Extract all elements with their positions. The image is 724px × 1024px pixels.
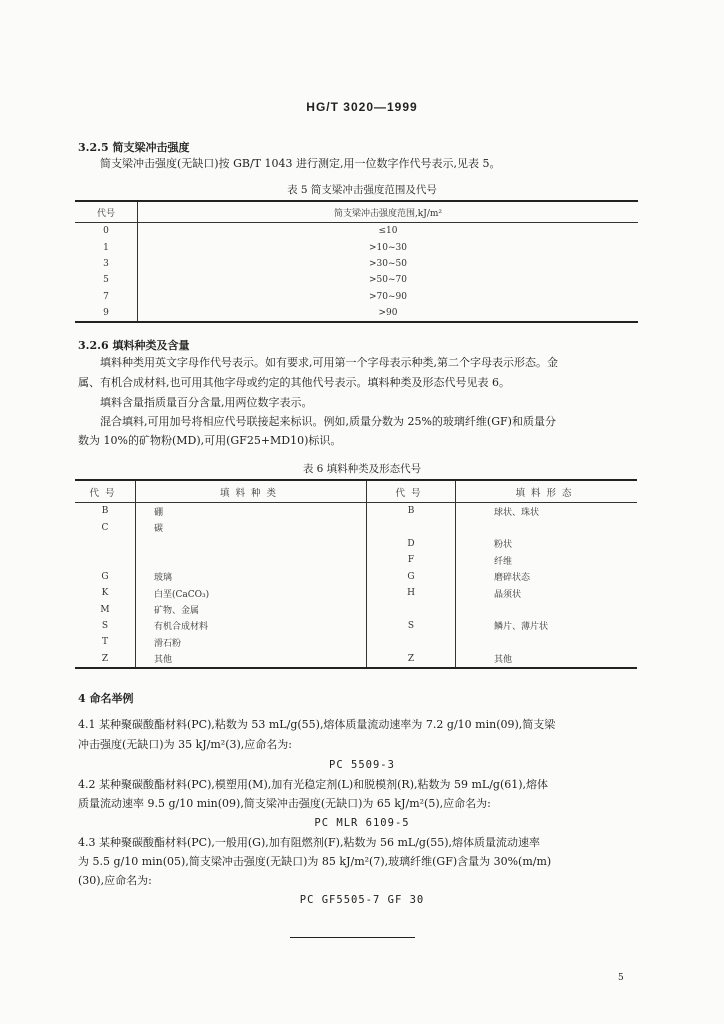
section-heading-4: 4 命名举例 bbox=[78, 692, 134, 705]
table-row bbox=[75, 519, 637, 535]
page-number: 5 bbox=[618, 973, 624, 983]
table5-code: 3 bbox=[75, 256, 138, 272]
table6-header-form: 填料形态 bbox=[456, 480, 638, 503]
table6-cell: 玻璃 bbox=[136, 569, 367, 585]
table6-cell: 其他 bbox=[136, 651, 367, 668]
paragraph-3-2-6-line2: 属、有机合成材料,也可用其他字母或约定的其他代号表示。填料种类及形态代号见表 6。 bbox=[78, 376, 510, 389]
table-row bbox=[75, 305, 638, 322]
example-4-3-line3: (30),应命名为: bbox=[78, 874, 152, 887]
table5-header-range: 简支梁冲击强度范围,kJ/m² bbox=[138, 201, 639, 223]
table6-cell: 碳 bbox=[136, 519, 367, 535]
table-row bbox=[75, 272, 638, 288]
table-row bbox=[75, 552, 637, 568]
table6-cell bbox=[456, 601, 638, 617]
example-4-2-line1: 4.2 某种聚碳酸酯材料(PC),模塑用(M),加有光稳定剂(L)和脱模剂(R),粘数为 59 mL/g(61),熔体 bbox=[78, 778, 549, 791]
table6-cell: H bbox=[367, 585, 456, 601]
table6-cell: 粉状 bbox=[494, 540, 513, 551]
table5-range: >50~70 bbox=[369, 275, 407, 286]
table6-cell: 其他 bbox=[494, 655, 513, 666]
table6-cell: M bbox=[100, 604, 110, 615]
designation-4-2: PC MLR 6109-5 bbox=[314, 817, 410, 829]
table6-cell bbox=[367, 601, 456, 617]
table-row bbox=[75, 569, 637, 585]
table6-cell: S bbox=[367, 618, 456, 634]
table6-cell: C bbox=[101, 522, 109, 533]
table-row bbox=[75, 651, 637, 668]
table-row bbox=[75, 289, 638, 305]
example-4-3-line1: 4.3 某种聚碳酸酯材料(PC),一般用(G),加有阻燃剂(F),粘数为 56 mL/g(55),熔体质量流动速率 bbox=[78, 836, 541, 849]
table6-cell bbox=[367, 519, 456, 535]
table6-cell: 矿物、金属 bbox=[136, 601, 367, 617]
table5-code: 7 bbox=[75, 289, 138, 305]
table6-cell: 磨碎状态 bbox=[494, 573, 531, 584]
table6-cell: Z bbox=[367, 651, 456, 668]
table-row bbox=[75, 239, 638, 255]
table6-cell: T bbox=[101, 637, 108, 648]
table6-cell: G bbox=[367, 569, 456, 585]
table-row bbox=[75, 585, 637, 601]
table-row bbox=[75, 634, 637, 650]
table-row bbox=[75, 601, 637, 617]
table6-cell: 晶须状 bbox=[494, 589, 522, 600]
table5-caption: 表 5 简支梁冲击强度范围及代号 bbox=[287, 184, 437, 196]
designation-4-3: PC GF5505-7 GF 30 bbox=[299, 894, 425, 906]
paragraph-3-2-6-line5: 数为 10%的矿物粉(MD),可用(GF25+MD10)标识。 bbox=[78, 434, 342, 447]
end-rule bbox=[290, 937, 415, 938]
paragraph-3-2-6-line1: 填料种类用英文字母作代号表示。如有要求,可用第一个字母表示种类,第二个字母表示形态。金 bbox=[100, 356, 558, 369]
table6-cell: B bbox=[101, 506, 109, 517]
section-heading-3-2-6: 3.2.6 填料种类及含量 bbox=[78, 339, 190, 352]
paragraph-3-2-6-line4: 混合填料,可用加号将相应代号联接起来标识。例如,质量分数为 25%的玻璃纤维(GF)和质量分 bbox=[100, 415, 556, 428]
example-4-1-line1: 4.1 某种聚碳酸酯材料(PC),粘数为 53 mL/g(55),熔体质量流动速率为 7.2 g/10 min(09),简支梁 bbox=[78, 718, 556, 731]
example-4-2-line2: 质量流动速率 9.5 g/10 min(09),简支梁冲击强度(无缺口)为 65 kJ/m²(5),应命名为: bbox=[78, 797, 491, 810]
table5-code: 1 bbox=[75, 239, 138, 255]
table6-cell bbox=[75, 552, 136, 568]
table6-cell: 硼 bbox=[136, 503, 367, 520]
paragraph-3-2-6-line3: 填料含量指质量百分含量,用两位数字表示。 bbox=[100, 396, 313, 409]
table-row bbox=[75, 536, 637, 552]
table6 bbox=[75, 479, 637, 669]
table6-cell bbox=[75, 536, 136, 552]
table5-code: 5 bbox=[75, 272, 138, 288]
paragraph-3-2-5: 简支梁冲击强度(无缺口)按 GB/T 1043 进行测定,用一位数字作代号表示,见表 5。 bbox=[100, 157, 501, 170]
table6-cell: B bbox=[367, 503, 456, 520]
table-row bbox=[75, 256, 638, 272]
table-row bbox=[75, 503, 637, 520]
document-header: HG/T 3020—1999 bbox=[306, 100, 418, 114]
table6-cell bbox=[456, 634, 638, 650]
table5-range: ≤10 bbox=[378, 226, 398, 237]
table6-header-code: 代号 bbox=[75, 480, 136, 503]
table6-cell: D bbox=[367, 536, 456, 552]
table6-cell: 滑石粉 bbox=[136, 634, 367, 650]
table6-cell: F bbox=[367, 552, 456, 568]
table6-cell: S bbox=[101, 620, 109, 631]
table6-cell bbox=[367, 634, 456, 650]
table5-range: >90 bbox=[378, 308, 398, 319]
table6-cell: 鳞片、薄片状 bbox=[494, 622, 549, 633]
table6-header-type: 填料种类 bbox=[136, 480, 367, 503]
table5-range: >10~30 bbox=[369, 242, 407, 253]
table6-cell: 有机合成材料 bbox=[136, 618, 367, 634]
table6-cell: Z bbox=[101, 653, 109, 664]
table6-caption: 表 6 填料种类及形态代号 bbox=[302, 463, 422, 475]
designation-4-1: PC 5509-3 bbox=[329, 759, 395, 771]
table-row bbox=[75, 223, 638, 240]
table6-cell: 纤维 bbox=[494, 556, 513, 567]
example-4-1-line2: 冲击强度(无缺口)为 35 kJ/m²(3),应命名为: bbox=[78, 738, 292, 751]
example-4-3-line2: 为 5.5 g/10 min(05),简支梁冲击强度(无缺口)为 85 kJ/m²(7),玻璃纤维(GF)含量为 30%(m/m) bbox=[78, 855, 552, 868]
table6-cell bbox=[136, 536, 367, 552]
table5-code: 0 bbox=[75, 223, 138, 240]
table5-range: >30~50 bbox=[369, 258, 407, 269]
table6-cell: 白垩(CaCO₃) bbox=[136, 585, 367, 601]
table6-cell: G bbox=[101, 571, 109, 582]
table6-cell bbox=[456, 519, 638, 535]
table5 bbox=[75, 200, 638, 323]
table5-code: 9 bbox=[75, 305, 138, 322]
table-row bbox=[75, 618, 637, 634]
table5-range: >70~90 bbox=[369, 291, 407, 302]
section-heading-3-2-5: 3.2.5 简支梁冲击强度 bbox=[78, 141, 190, 154]
table5-header-code: 代号 bbox=[75, 201, 138, 223]
table6-cell: K bbox=[101, 588, 109, 599]
table6-cell: 球状、珠状 bbox=[494, 507, 540, 518]
table6-header-code2: 代号 bbox=[367, 480, 456, 503]
table6-cell bbox=[136, 552, 367, 568]
